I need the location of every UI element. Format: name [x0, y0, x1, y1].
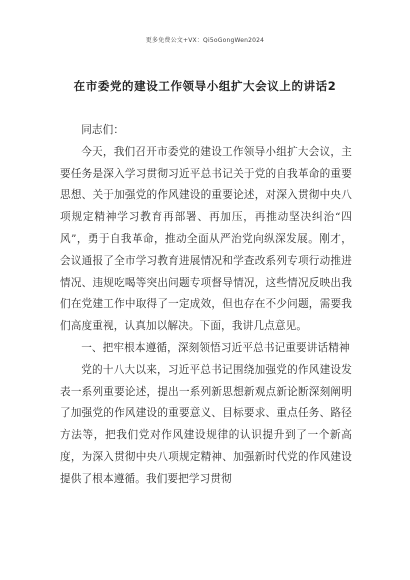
body-paragraph: 今天，我们召开市委党的建设工作领导小组扩大会议，主要任务是深入学习贯彻习近平总书记关于党的自我革命的重要思想、关于加强党的作风建设的重要论述，对深入贯彻中央八项规定精神学习教育再部署、再加压，再推动坚决纠治“四风”，勇于自我革命，推动全面从严治党向纵深发展。刚才，会议通报了全市学习教育进展情况和学查改系列专项行动推进情况、违规吃喝等突出问题专项督导情况，这些情况反映出我们在党建工作中取得了一定成效，但也存在不少问题，需要我们高度重视，认真加以解决。下面，我讲几点意见。 — [60, 145, 352, 333]
salutation-paragraph: 同志们： — [81, 124, 125, 136]
section-heading: 一、把牢根本遵循，深刻领悟习近平总书记重要讲话精神 — [81, 341, 350, 354]
body-paragraph: 党的十八大以来，习近平总书记围绕加强党的作风建设发表一系列重要论述，提出一系列新思想新观点新论断深刻阐明了加强党的作风建设的重要意义、目标要求、重点任务、路径方法等，把我们党对作风建设规律的认识提升到了一个新高度，为深入贯彻中央八项规定精神、加强新时代党的作风建设提供了根本遵循。我们要把学习贯彻 — [60, 363, 352, 485]
document-title: 在市委党的建设工作领导小组扩大会议上的讲话2 — [73, 79, 337, 93]
document-body — [60, 120, 352, 491]
header-note: 更多免费公文+VX：Qi5oGongWen2024 — [145, 37, 265, 44]
